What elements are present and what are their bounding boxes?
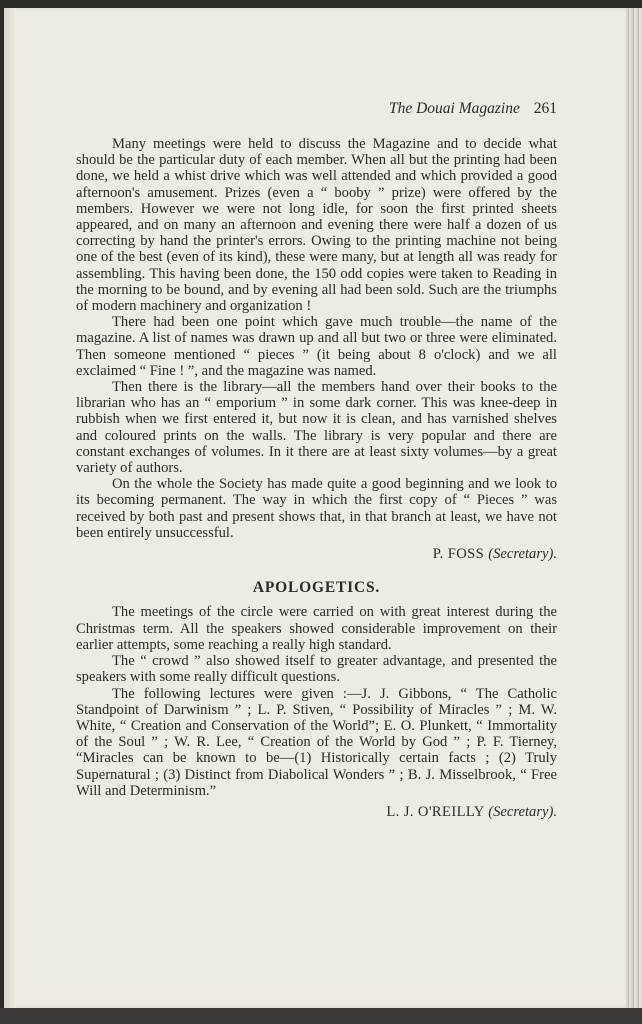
signature-name: P. FOSS <box>432 546 485 563</box>
paragraph: The following lectures were given :—J. J. Gibbons, “ The Catholic Standpoint of Darwinism ” ; L. P. Stiven, “ Possibility of Miracles ” ; M. W. White, “ Creation and Conservation of the World”; E. O. Plunkett, “ Immortality of the Soul ” ; W. R. Lee, “ Creation of the World by God ” ; P. F. Tierney, “Miracles can be known to be—(1) Historically certain facts ; (2) Truly Supernatural ; (3) Distinct from Diabolical Wonders ” ; B. J. Misselbrook, “ Free Will and Determinism.” <box>76 685 557 799</box>
running-title: The Douai Magazine <box>388 100 520 117</box>
signature-role: (Secretary). <box>488 803 557 820</box>
body-text <box>76 136 557 820</box>
paragraph: The meetings of the circle were carried on with great interest during the Christmas term. All the speakers showed considerable improvement on their earlier attempts, some reaching a really high standard. <box>76 604 557 653</box>
section-society <box>76 136 557 562</box>
paragraph: Many meetings were held to discuss the Magazine and to decide what should be the particular duty of each member. When all but the printing had been done, we held a whist drive which was well attended and which provided a good afternoon's amusement. Prizes (even a “ booby ” prize) were offered by the members. However we were not long idle, for soon the first printed sheets appeared, and on many an afternoon and evening there were half a dozen of us correcting by hand the printer's errors. Owing to the printing machine not being one of the best (even of its kind), these were many, but at length all was ready for assembling. This having been done, the 150 odd copies were taken to Reading in the morning to be bound, and by evening all had been sold. Such are the triumphs of modern machinery and organization ! <box>76 136 557 315</box>
section-heading: APOLOGETICS. <box>252 579 381 597</box>
page-number: 261 <box>533 100 557 117</box>
section-apologetics <box>76 604 557 820</box>
signature-name: L. J. O'REILLY <box>386 803 485 820</box>
paragraph: On the whole the Society has made quite a good beginning and we look to its becoming permanent. The way in which the first copy of “ Pieces ” was received by both past and present shows that, in that branch at least, we have not been entirely unsuccessful. <box>76 476 557 541</box>
signature-role: (Secretary). <box>488 546 557 563</box>
paragraph: There had been one point which gave much trouble—the name of the magazine. A list of names was drawn up and all but two or three were eliminated. Then someone mentioned “ pieces ” (it being about 8 o'clock) and we all exclaimed “ Fine ! ”, and the magazine was named. <box>76 314 557 379</box>
signature <box>76 546 557 562</box>
paragraph: The “ crowd ” also showed itself to greater advantage, and presented the speakers with some really difficult questions. <box>76 653 557 686</box>
page-edge <box>626 8 642 1008</box>
paragraph: Then there is the library—all the members hand over their books to the librarian who has an “ emporium ” in some dark corner. This was knee-deep in rubbish when we first entered it, but now it is clean, and has varnished shelves and coloured prints on the walls. The library is very popular and there are constant exchanges of volumes. In it there are at least sixty volumes—by a great variety of authors. <box>76 379 557 477</box>
page-gutter <box>4 8 16 1008</box>
running-header <box>76 100 557 118</box>
scan-border <box>0 1008 642 1024</box>
signature <box>76 804 557 820</box>
